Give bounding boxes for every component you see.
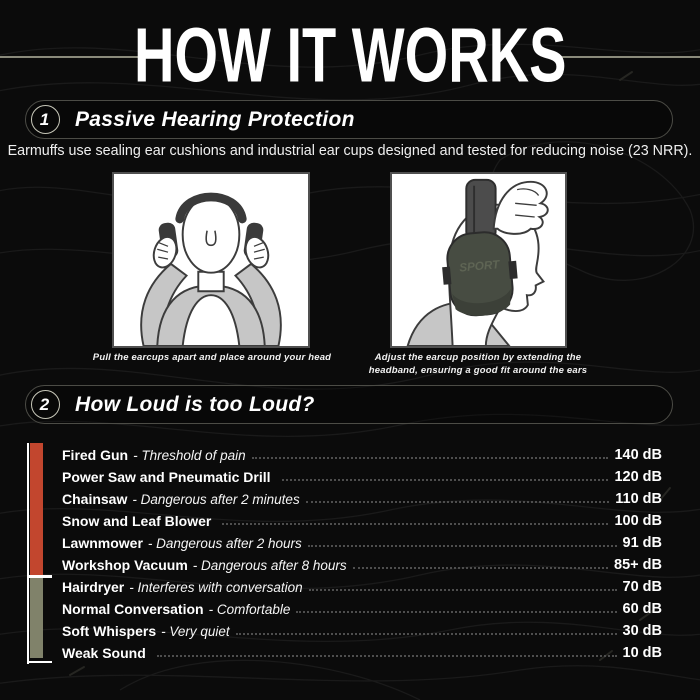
table-row: [62, 507, 662, 529]
loudness-table: [62, 441, 662, 661]
danger-zone-bar: [30, 443, 43, 575]
sound-note: - Very quiet: [161, 624, 230, 639]
dotted-leader: [353, 567, 608, 569]
side-view-illustration: [392, 174, 565, 346]
dotted-leader: [252, 457, 609, 459]
sound-label: Weak Sound: [62, 645, 146, 661]
section-1-heading: Passive Hearing Protection: [75, 107, 355, 131]
decibel-value: 60 dB: [622, 601, 662, 617]
front-view-illustration: [114, 174, 308, 346]
dotted-leader: [308, 545, 617, 547]
decibel-value: 140 dB: [614, 447, 662, 463]
table-row: [62, 617, 662, 639]
section-1-header: [25, 100, 673, 139]
table-row: [62, 639, 662, 661]
dotted-leader: [309, 589, 617, 591]
table-row: [62, 485, 662, 507]
sound-note: - Threshold of pain: [133, 448, 246, 463]
illustration-panel-front: [112, 172, 310, 348]
sound-label: Soft Whispers: [62, 623, 157, 639]
panel-caption-side: Adjust the earcup position by extending the headband, ensuring a good fit around the ears: [368, 352, 588, 376]
decibel-value: 30 dB: [622, 623, 662, 639]
table-row: [62, 551, 662, 573]
dotted-leader: [296, 611, 616, 613]
section-1-description: Earmuffs use sealing ear cushions and industrial ear cups designed and tested for reducing noise (23 NRR).: [7, 143, 693, 159]
table-row: [62, 463, 662, 485]
dotted-leader: [236, 633, 617, 635]
sound-note: - Dangerous after 2 hours: [147, 536, 302, 551]
dotted-leader: [306, 501, 610, 503]
section-2-heading: How Loud is too Loud?: [75, 392, 315, 416]
decibel-value: 91 dB: [622, 535, 662, 551]
dotted-leader: [222, 523, 608, 525]
sound-label: Power Saw and Pneumatic Drill: [62, 469, 271, 485]
sound-note: - Dangerous after 2 minutes: [132, 492, 300, 507]
decibel-value: 100 dB: [614, 513, 662, 529]
page-title-text: HOW IT WORKS: [133, 12, 567, 98]
decibel-value: 10 dB: [622, 645, 662, 661]
decibel-value: 120 dB: [614, 469, 662, 485]
sound-note: - Interferes with conversation: [129, 580, 303, 595]
decibel-value: 110 dB: [615, 491, 662, 507]
panel-caption-front: Pull the earcups apart and place around your head: [92, 352, 332, 363]
table-row: [62, 573, 662, 595]
dotted-leader: [157, 655, 617, 657]
sound-label: Normal Conversation: [62, 601, 204, 617]
sound-label: Lawnmower: [62, 535, 143, 551]
table-row: [62, 595, 662, 617]
table-row: [62, 529, 662, 551]
dotted-leader: [282, 479, 609, 481]
scale-axis-line: [27, 443, 29, 664]
sound-label: Chainsaw: [62, 491, 128, 507]
section-1-number-badge: 1: [31, 105, 60, 134]
decibel-value: 70 dB: [622, 579, 662, 595]
sound-label: Hairdryer: [62, 579, 125, 595]
scale-axis-bottom-tick: [27, 661, 52, 663]
sound-label: Workshop Vacuum: [62, 557, 188, 573]
section-2-number-badge: 2: [31, 390, 60, 419]
sound-note: - Dangerous after 8 hours: [192, 558, 347, 573]
safe-zone-bar: [30, 578, 43, 658]
sound-label: Fired Gun: [62, 447, 129, 463]
table-row: [62, 441, 662, 463]
decibel-value: 85+ dB: [614, 557, 662, 573]
section-2-header: [25, 385, 673, 424]
earmuff-brand-label: SPORT: [458, 258, 500, 275]
sound-label: Snow and Leaf Blower: [62, 513, 212, 529]
illustration-panel-side: [390, 172, 567, 348]
page-title: [0, 14, 700, 96]
headband-shape: [466, 180, 495, 241]
sound-note: - Comfortable: [208, 602, 291, 617]
